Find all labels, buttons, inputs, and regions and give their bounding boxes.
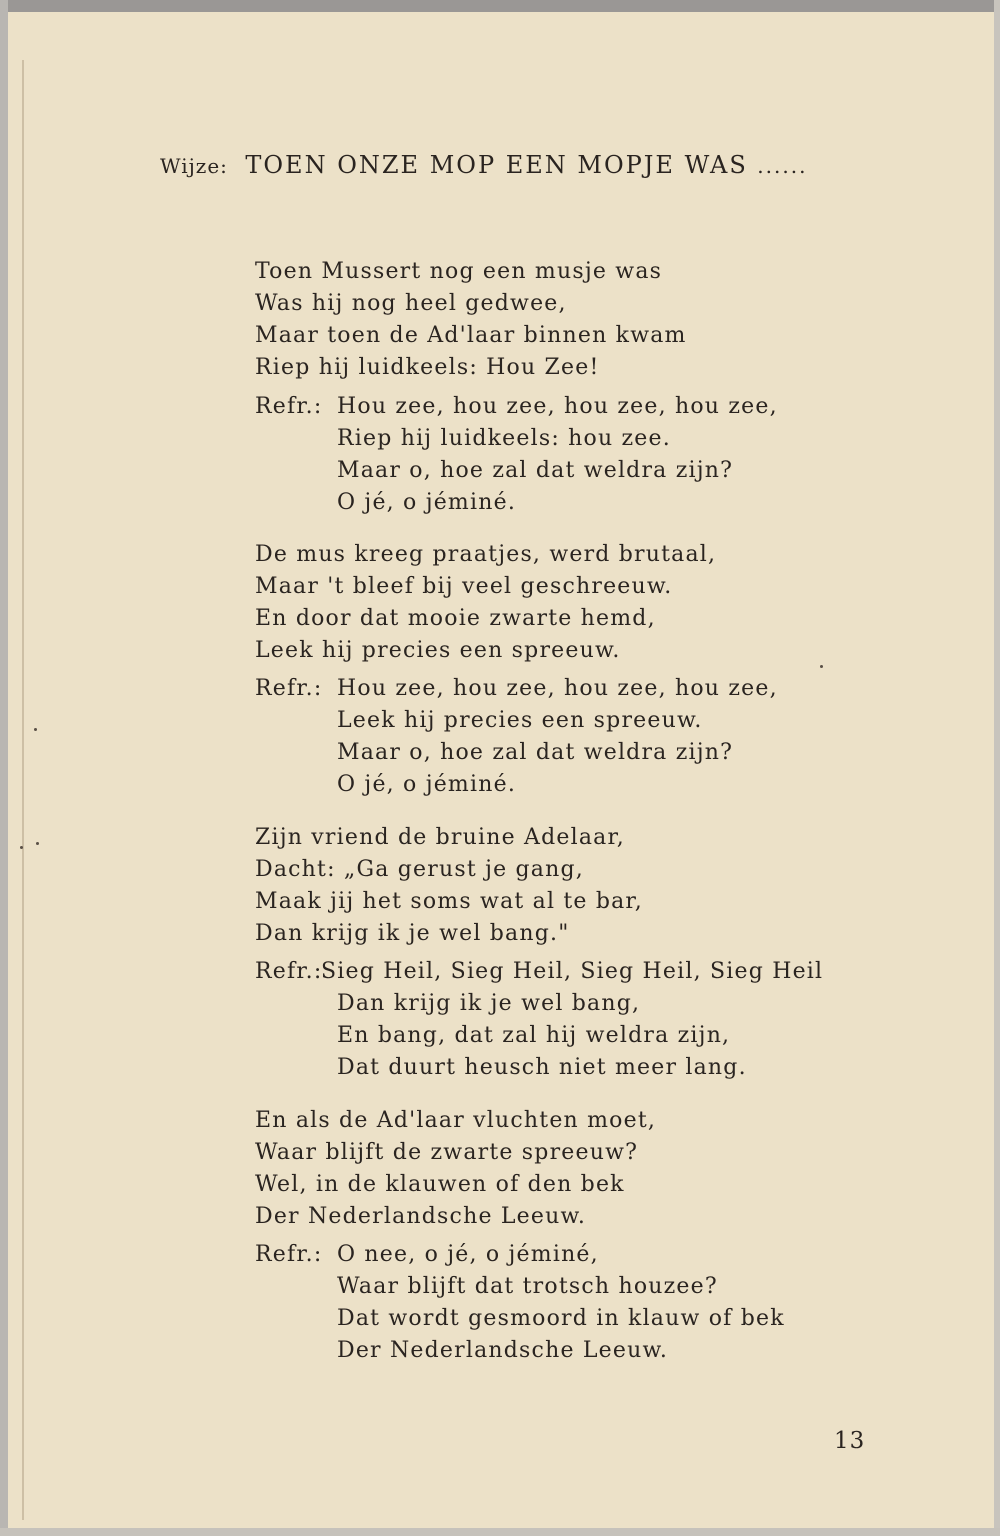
stanza-3-refrain: [255, 956, 823, 1084]
scan-border-left: [0, 0, 8, 1536]
refrain-label: Refr.:: [255, 959, 323, 984]
stanza-4-refrain: [255, 1239, 785, 1367]
verse-line: Was hij nog heel gedwee,: [255, 291, 567, 316]
refrain-line: Dan krijg ik je wel bang,: [337, 991, 641, 1016]
verse-line: Maak jij het soms wat al te bar,: [255, 889, 643, 914]
paper-speck: [36, 842, 39, 845]
refrain-label: Refr.:: [255, 1242, 323, 1267]
scan-border-right: [994, 0, 1000, 1536]
refrain-line: Dat wordt gesmoord in klauw of bek: [337, 1306, 785, 1331]
tune-heading: [160, 150, 807, 179]
stanza-2-verse: [255, 539, 716, 667]
stanza-4-verse: [255, 1105, 656, 1233]
verse-line: Dan krijg ik je wel bang.": [255, 921, 570, 946]
refrain-label: Refr.:: [255, 394, 323, 419]
tune-title: TOEN ONZE MOP EEN MOPJE WAS: [245, 151, 748, 179]
refrain-line: Dat duurt heusch niet meer lang.: [337, 1055, 747, 1080]
stanza-2-refrain: [255, 673, 778, 801]
page-number: 13: [834, 1428, 866, 1454]
refrain-label: Refr.:: [255, 676, 323, 701]
refrain-line: Hou zee, hou zee, hou zee, hou zee,: [337, 676, 778, 701]
verse-line: En als de Ad'laar vluchten moet,: [255, 1108, 657, 1133]
refrain-line: O jé, o jéminé.: [337, 490, 517, 515]
refrain-line: Leek hij precies een spreeuw.: [337, 708, 703, 733]
scan-border-bottom: [0, 1528, 1000, 1536]
refrain-line: Maar o, hoe zal dat weldra zijn?: [337, 458, 734, 483]
refrain-line: Riep hij luidkeels: hou zee.: [337, 426, 671, 451]
verse-line: De mus kreeg praatjes, werd brutaal,: [255, 542, 717, 567]
paper-speck: [820, 665, 823, 668]
stanza-1-refrain: [255, 391, 778, 519]
verse-line: Riep hij luidkeels: Hou Zee!: [255, 355, 600, 380]
refrain-line: Der Nederlandsche Leeuw.: [337, 1338, 669, 1363]
verse-line: Toen Mussert nog een musje was: [255, 259, 663, 284]
refrain-line: Maar o, hoe zal dat weldra zijn?: [337, 740, 734, 765]
verse-line: Wel, in de klauwen of den bek: [255, 1172, 625, 1197]
tune-ellipsis: ......: [757, 154, 808, 178]
verse-line: Zijn vriend de bruine Adelaar,: [255, 825, 625, 850]
verse-line: Dacht: „Ga gerust je gang,: [255, 857, 584, 882]
verse-line: Leek hij precies een spreeuw.: [255, 638, 621, 663]
refrain-line: Waar blijft dat trotsch houzee?: [337, 1274, 718, 1299]
refrain-line: O jé, o jéminé.: [337, 772, 517, 797]
tune-label: Wijze:: [160, 154, 228, 178]
refrain-line: Hou zee, hou zee, hou zee, hou zee,: [337, 394, 778, 419]
verse-line: En door dat mooie zwarte hemd,: [255, 606, 656, 631]
stanza-3-verse: [255, 822, 643, 950]
refrain-line: O nee, o jé, o jéminé,: [337, 1242, 599, 1267]
stanza-1-verse: [255, 256, 687, 384]
verse-line: Maar toen de Ad'laar binnen kwam: [255, 323, 687, 348]
refrain-line: En bang, dat zal hij weldra zijn,: [337, 1023, 731, 1048]
page-fold-line: [22, 60, 24, 1520]
paper-speck: [20, 846, 23, 849]
scan-border-top: [0, 0, 1000, 12]
refrain-line: Sieg Heil, Sieg Heil, Sieg Heil, Sieg Heil: [321, 959, 824, 984]
verse-line: Der Nederlandsche Leeuw.: [255, 1204, 587, 1229]
verse-line: Waar blijft de zwarte spreeuw?: [255, 1140, 639, 1165]
paper-speck: [34, 728, 37, 731]
verse-line: Maar 't bleef bij veel geschreeuw.: [255, 574, 673, 599]
